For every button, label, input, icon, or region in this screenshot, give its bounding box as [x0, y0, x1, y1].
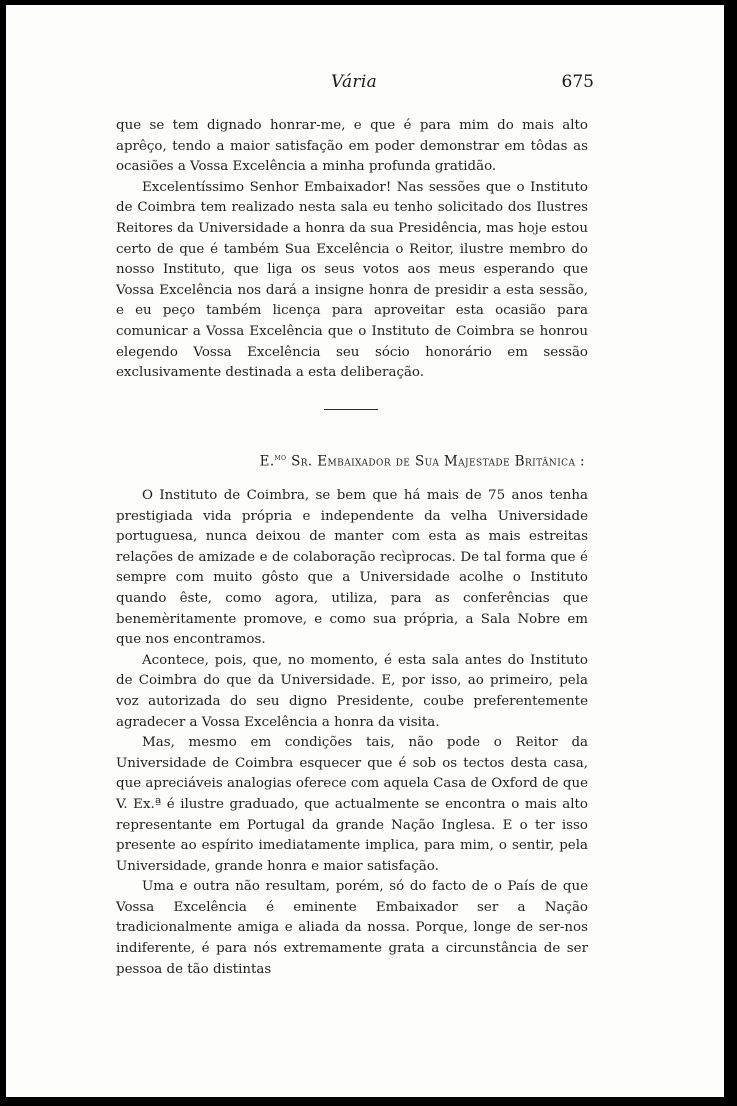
section-divider — [324, 409, 378, 410]
text-block-top — [116, 116, 588, 384]
scan-border — [728, 0, 737, 1106]
salutation-superscript: mo — [274, 453, 287, 462]
paragraph: que se tem dignado honrar-me, e que é para mim do mais alto aprêço, tendo a maior satisfação em poder demonstrar em tôdas as ocasiões a Vossa Excelência a minha profunda gratidão. — [116, 118, 588, 175]
salutation-prefix: E. — [259, 453, 275, 470]
salutation-text: Sr. Embaixador de Sua Majestade Britânica : — [286, 453, 585, 470]
page-number: 675 — [561, 72, 594, 92]
paragraph: Uma e outra não resultam, porém, só do facto de o País de que Vossa Excelência é eminente Embaixador ser a Nação tradicionalmente amiga e aliada da nossa. Porque, longe de ser-nos indiferente, é para nós extremamente grata a circunstância de ser pessoa de tão distintas — [116, 879, 588, 977]
salutation-heading — [260, 453, 585, 470]
paragraph: Mas, mesmo em condições tais, não pode o Reitor da Universidade de Coimbra esquecer que é sob os tectos desta casa, que apreciáveis analogias oferece com aquela Casa de Oxford de que V. Ex.ª é ilustre graduado, que actualmente se encontra o mais alto representante em Portugal da grande Nação Inglesa. E o ter isso presente ao espírito imediatamente implica, para mim, o sentir, pela Universidade, grande honra e maior satisfação. — [116, 735, 588, 874]
page-header — [118, 72, 594, 98]
paragraph: O Instituto de Coimbra, se bem que há mais de 75 anos tenha prestigiada vida própria e independente da velha Universidade portuguesa, nunca deixou de manter com esta as mais estreitas relações de amizade e de colaboração recìprocas. De tal forma que é sempre com muito gôsto que a Universidade acolhe o Instituto quando êste, como agora, utiliza, para as conferências que benemèritamente promove, e como sua própria, a Sala Nobre em que nos encontramos. — [116, 488, 588, 648]
paragraph: Excelentíssimo Senhor Embaixador! Nas sessões que o Instituto de Coimbra tem realizado nesta sala eu tenho solicitado dos Ilustres Reitores da Universidade a honra da sua Presidência, mas hoje estou certo de que é também Sua Excelência o Reitor, ilustre membro do nosso Instituto, que liga os seus votos aos meus esperando que Vossa Excelência nos dará a insigne honra de presidir a esta sessão, e eu peço também licença para aproveitar esta ocasião para comunicar a Vossa Excelência que o Instituto de Coimbra se honrou elegendo Vossa Excelência seu sócio honorário em sessão exclusivamente destinada a esta deliberação. — [116, 179, 588, 381]
running-title: Vária — [330, 72, 378, 92]
paragraph: Acontece, pois, que, no momento, é esta sala antes do Instituto de Coimbra do que da Universidade. E, por isso, ao primeiro, pela voz autorizada do seu digno Presidente, coube preferentemente agradecer a Vossa Excelência a honra da visita. — [116, 652, 588, 730]
text-block-bottom — [116, 486, 588, 980]
